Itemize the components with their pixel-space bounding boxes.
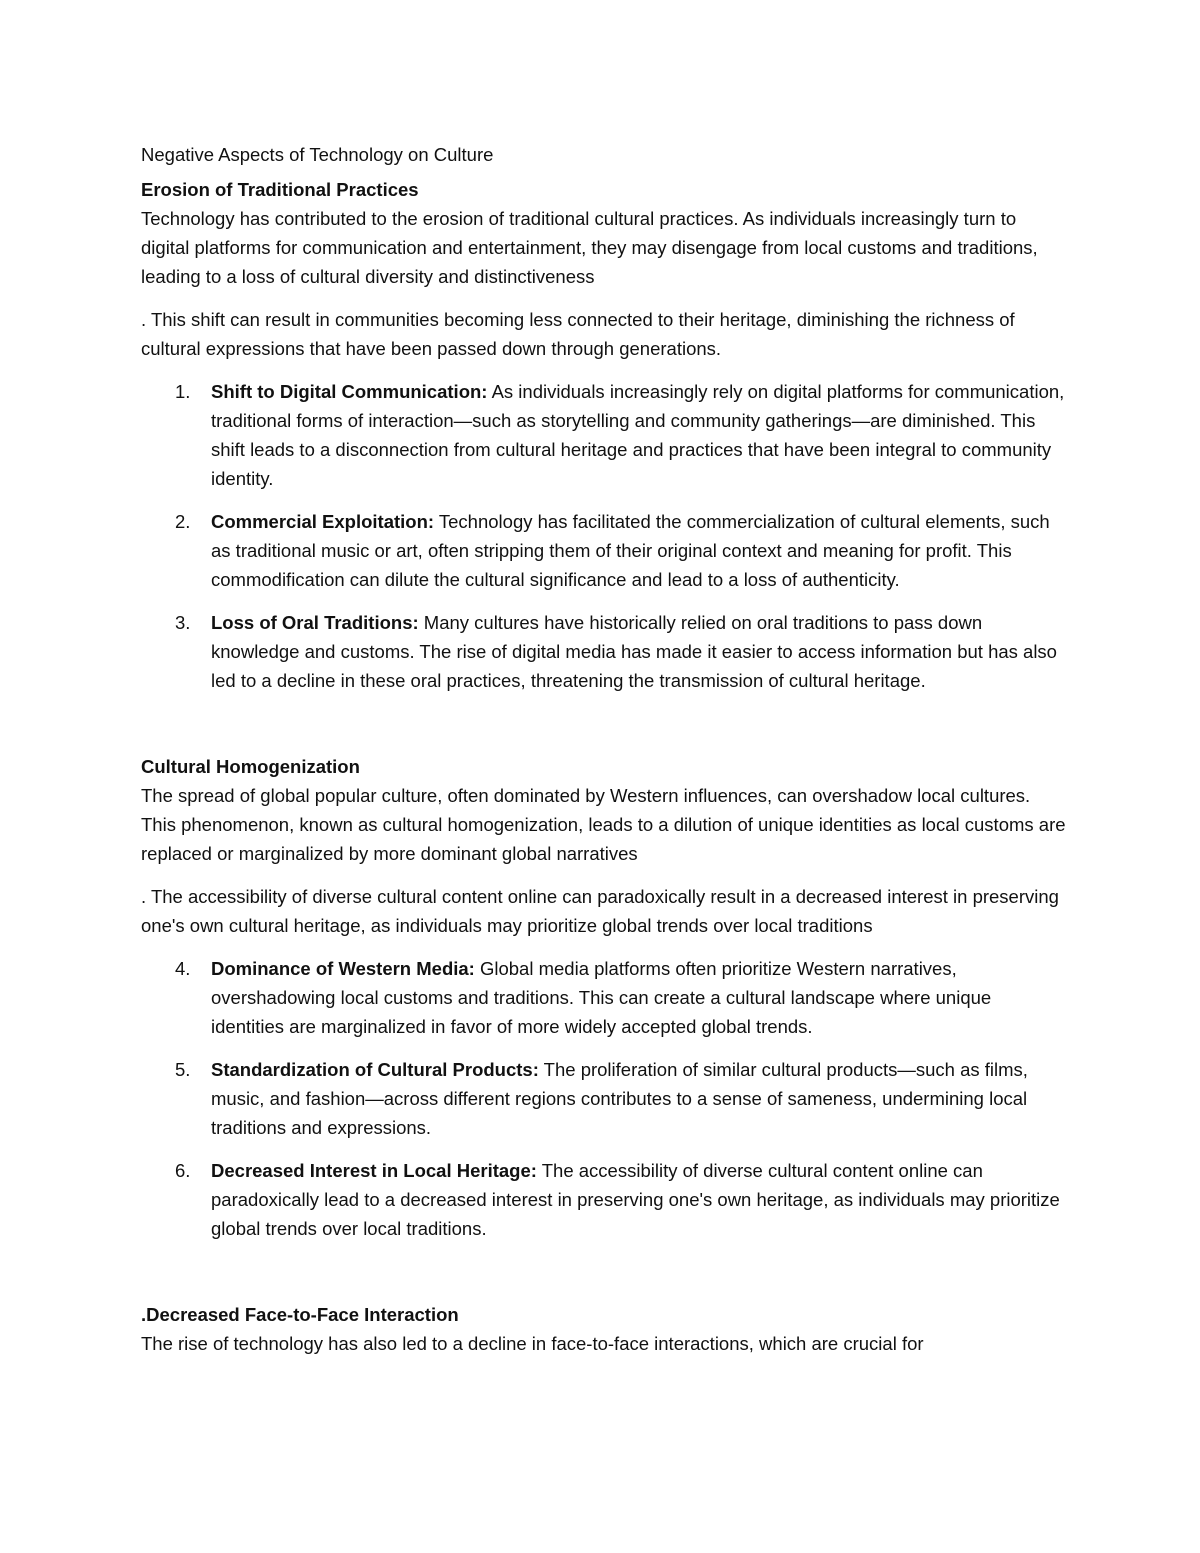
numbered-list xyxy=(141,377,1066,695)
section-cultural-homogenization xyxy=(141,752,1066,1243)
list-item-term: Loss of Oral Traditions: xyxy=(211,612,419,633)
section-intro-paragraph: The rise of technology has also led to a decline in face-to-face interactions, which are crucial for xyxy=(141,1333,924,1354)
list-item-text: The accessibility of diverse cultural content online can paradoxically lead to a decreased interest in preserving one's own heritage, as individuals may prioritize global trends over local traditions. xyxy=(211,1160,1060,1239)
section-intro-paragraph: Technology has contributed to the erosion of traditional cultural practices. As individuals increasingly turn to digital platforms for communication and entertainment, they may disengage from local customs and traditions, leading to a loss of cultural diversity and distinctiveness xyxy=(141,208,1038,287)
list-item-number: 3. xyxy=(175,612,191,633)
list-item-text: Technology has facilitated the commercialization of cultural elements, such as traditional music or art, often stripping them of their original context and meaning for profit. This commodification can dilute the cultural significance and lead to a loss of authenticity. xyxy=(211,511,1050,590)
list-item xyxy=(141,954,1066,1041)
list-item-term: Decreased Interest in Local Heritage: xyxy=(211,1160,537,1181)
list-item-number: 2. xyxy=(175,511,191,532)
list-item-number: 6. xyxy=(175,1160,191,1181)
list-item-text: Global media platforms often prioritize Western narratives, overshadowing local customs and traditions. This can create a cultural landscape where unique identities are marginalized in favor of more widely accepted global trends. xyxy=(211,958,992,1037)
list-item xyxy=(141,507,1066,594)
list-item xyxy=(141,1055,1066,1142)
section-intro-paragraph: The spread of global popular culture, often dominated by Western influences, can overshadow local cultures. This phenomenon, known as cultural homogenization, leads to a dilution of unique identities as local customs are replaced or marginalized by more dominant global narratives xyxy=(141,785,1066,864)
list-item-term: Dominance of Western Media: xyxy=(211,958,475,979)
list-item-text: Many cultures have historically relied on oral traditions to pass down knowledge and customs. The rise of digital media has made it easier to access information but has also led to a decline in these oral practices, threatening the transmission of cultural heritage. xyxy=(211,612,1057,691)
section-followup-paragraph: . This shift can result in communities becoming less connected to their heritage, diminishing the richness of cultural expressions that have been passed down through generations. xyxy=(141,309,1015,359)
list-item-number: 4. xyxy=(175,958,191,979)
blank-line xyxy=(141,1257,1066,1300)
numbered-list xyxy=(141,954,1066,1243)
list-item-text: The proliferation of similar cultural products—such as films, music, and fashion—across different regions contributes to a sense of sameness, undermining local traditions and expressions. xyxy=(211,1059,1028,1138)
document-title: Negative Aspects of Technology on Culture xyxy=(141,144,494,165)
list-item-term: Shift to Digital Communication: xyxy=(211,381,488,402)
list-item xyxy=(141,1156,1066,1243)
section-decreased-face-to-face-interaction xyxy=(141,1300,1066,1358)
section-heading: .Decreased Face-to-Face Interaction xyxy=(141,1304,459,1325)
document-body xyxy=(141,140,1066,1372)
list-item-text: As individuals increasingly rely on digital platforms for communication, traditional forms of interaction—such as storytelling and community gatherings—are diminished. This shift leads to a disconnection from cultural heritage and practices that have been integral to community identity. xyxy=(211,381,1065,489)
section-heading: Erosion of Traditional Practices xyxy=(141,179,419,200)
list-item xyxy=(141,377,1066,493)
list-item xyxy=(141,608,1066,695)
list-item-number: 5. xyxy=(175,1059,191,1080)
list-item-term: Commercial Exploitation: xyxy=(211,511,435,532)
list-item-number: 1. xyxy=(175,381,191,402)
list-item-term: Standardization of Cultural Products: xyxy=(211,1059,539,1080)
section-erosion-of-traditional-practices xyxy=(141,175,1066,695)
blank-line xyxy=(141,709,1066,752)
section-followup-paragraph: . The accessibility of diverse cultural content online can paradoxically result in a decreased interest in preserving one's own cultural heritage, as individuals may prioritize global trends over local traditions xyxy=(141,886,1059,936)
section-heading: Cultural Homogenization xyxy=(141,756,360,777)
